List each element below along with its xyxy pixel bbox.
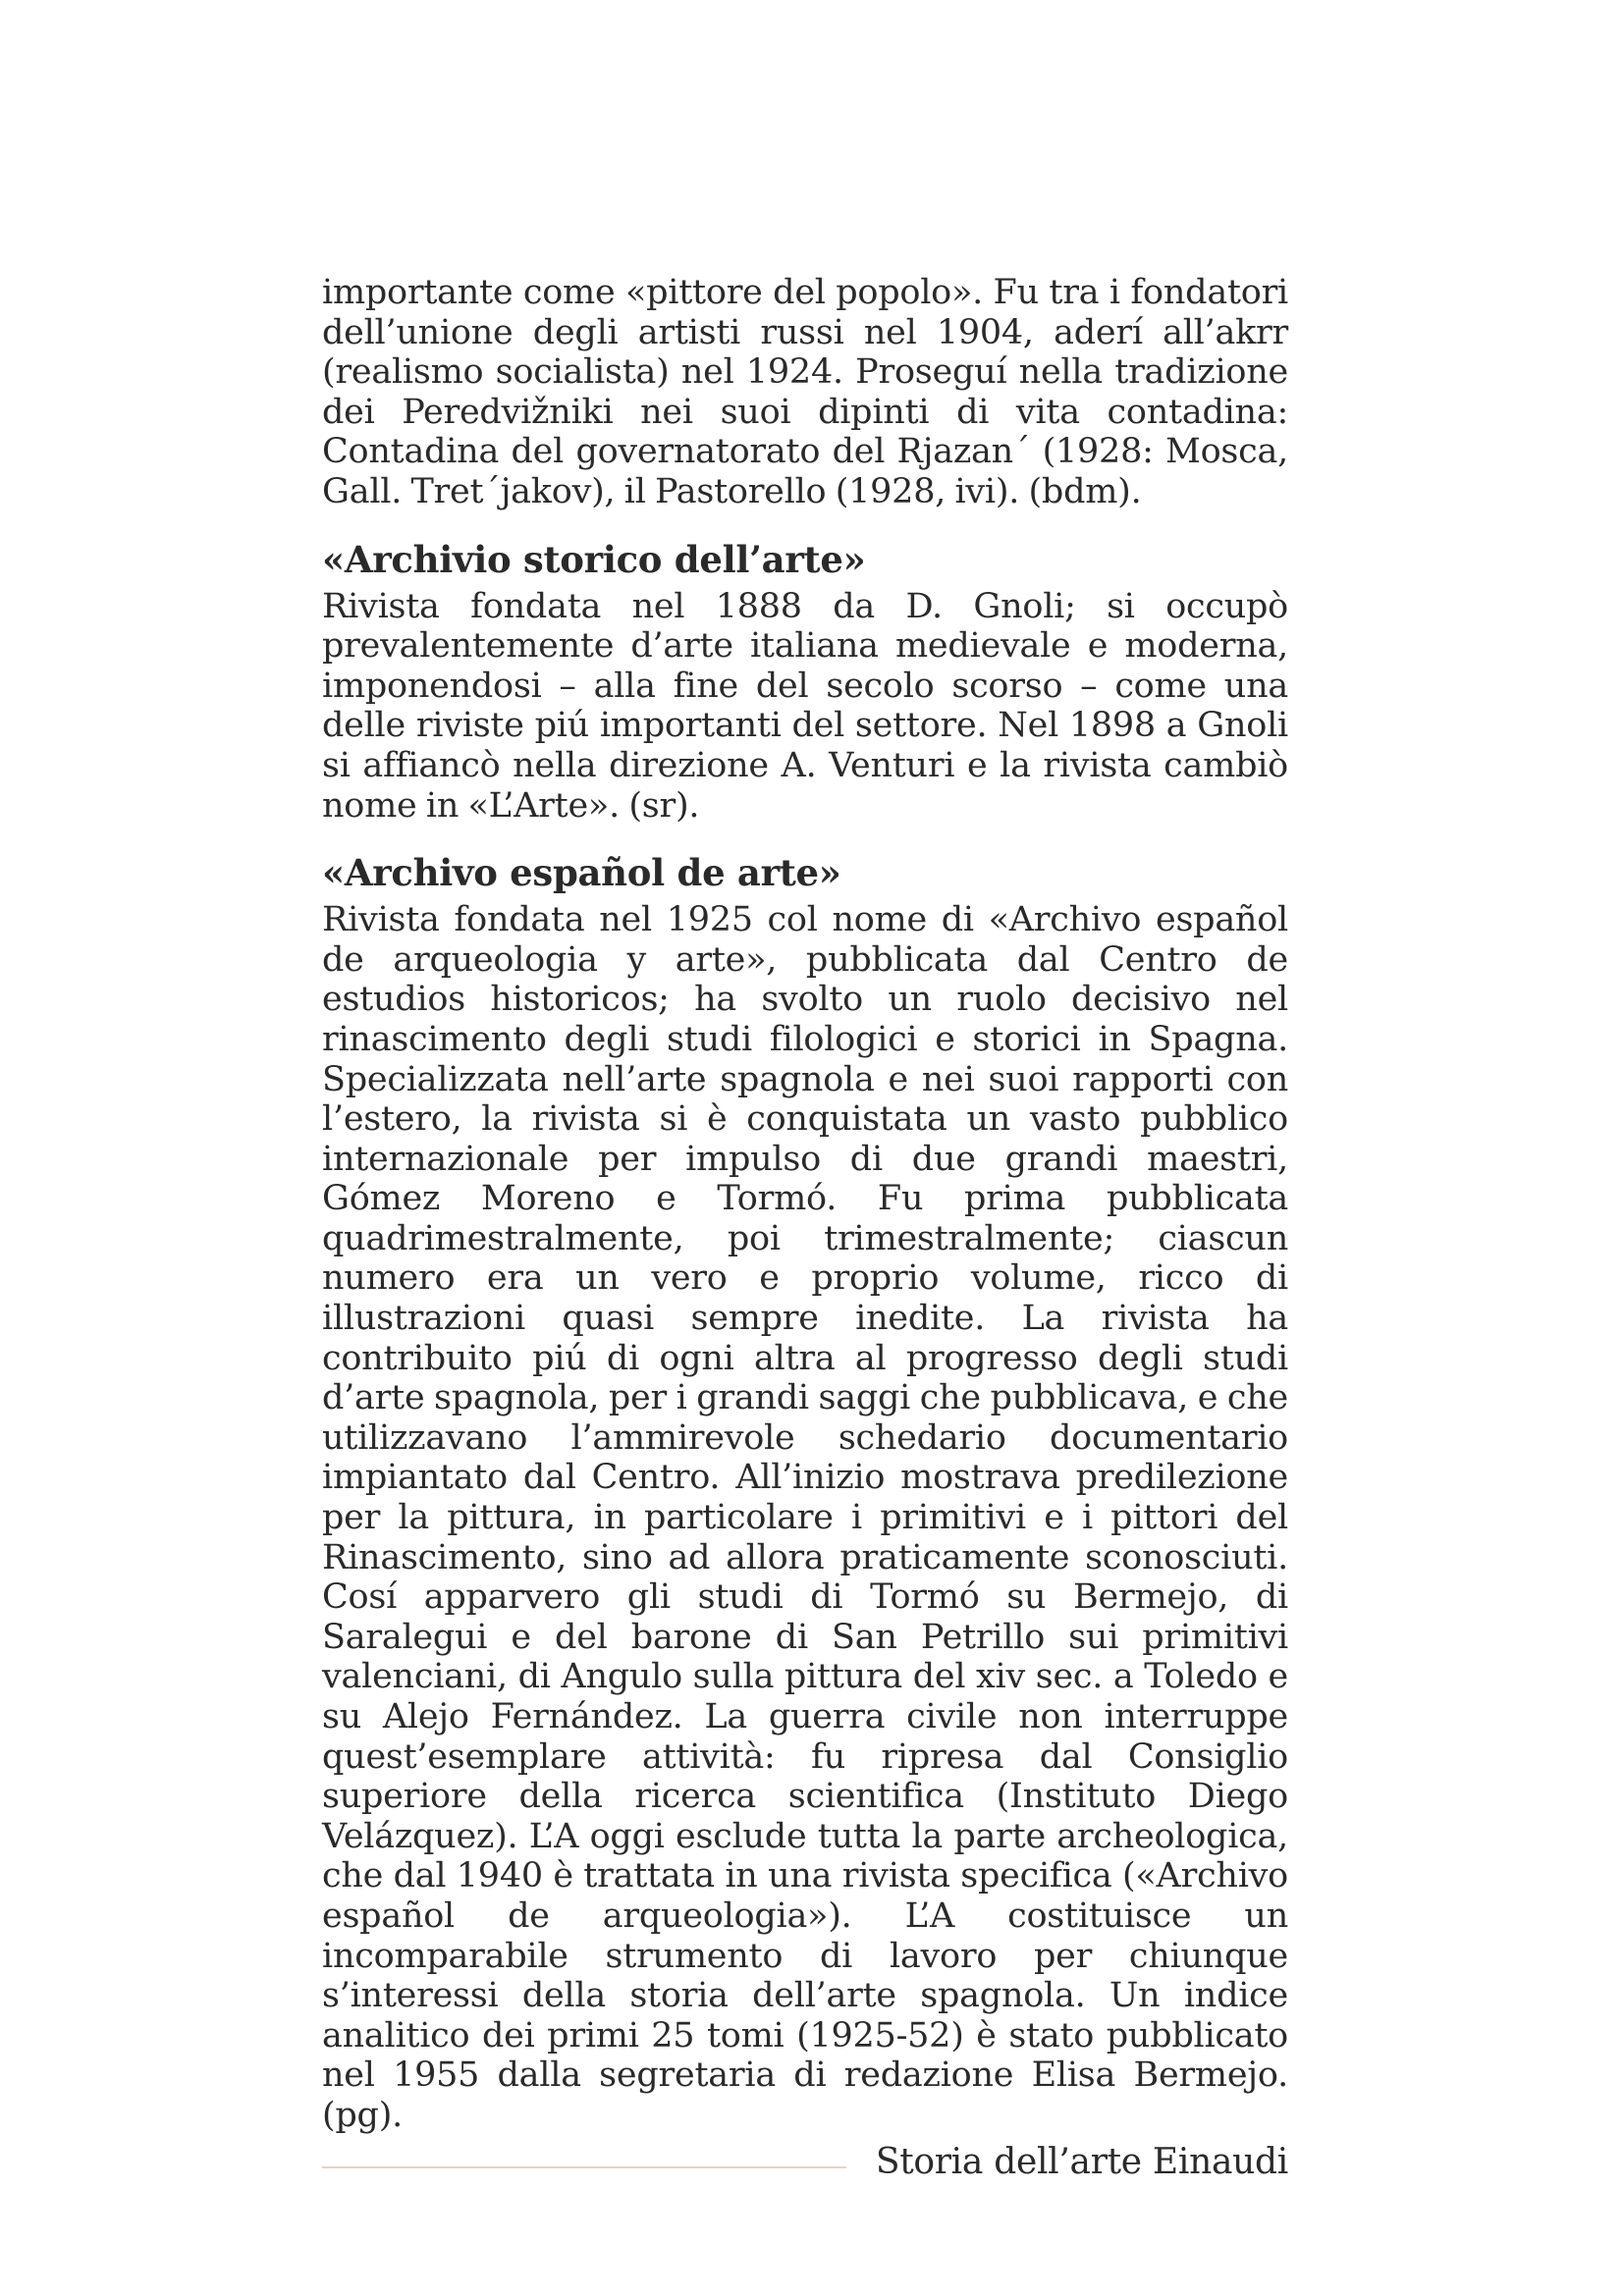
- footer-rule: [322, 2166, 846, 2168]
- page-content: [322, 273, 1288, 2136]
- footer-publication-title: Storia dell’arte Einaudi: [875, 2142, 1288, 2182]
- entry-title-archivio-storico: «Archivio storico dell’arte»: [322, 537, 866, 581]
- entry-body-archivo-espanol: Rivista fondata nel 1925 col nome di «Archivo español de arqueologia y arte», pubblicata dal Centro de estudios historicos; ha svolto un ruolo decisivo nel rinascimento degli studi filologici e storici in Spagna. Specializzata nell’arte spagnola e nei suoi rapporti con l’estero, la rivista si è conquistata un vasto pubblico internazionale per impulso di due grandi maestri, Gómez Moreno e Tormó. Fu prima pubblicata quadrimestralmente, poi trimestralmente; ciascun numero era un vero e proprio volume, ricco di illustrazioni quasi sempre inedite. La rivista ha contribuito piú di ogni altra al progresso degli studi d’arte spagnola, per i grandi saggi che pubblicava, e che utilizzavano l’ammirevole schedario documentario impiantato dal Centro. All’inizio mostrava predilezione per la pittura, in particolare i primitivi e i pittori del Rinascimento, sino ad allora praticamente sconosciuti. Cosí apparvero gli studi di Tormó su Bermejo, di Saralegui e del barone di San Petrillo sui primitivi valenciani, di Angulo sulla pittura del xiv sec. a Toledo e su Alejo Fernández. La guerra civile non interruppe quest’esemplare attività: fu ripresa dal Consiglio superiore della ricerca scientifica (Instituto Diego Velázquez). L’A oggi esclude tutta la parte archeologica, che dal 1940 è trattata in una rivista specifica («Archivo español de arqueologia»). L’A costituisce un incomparabile strumento di lavoro per chiunque s’interessi della storia dell’arte spagnola. Un indice analitico dei primi 25 tomi (1925-52) è stato pubblicato nel 1955 dalla segretaria di redazione Elisa Bermejo. (pg).: [322, 900, 1288, 2135]
- entry-body-archivio-storico: Rivista fondata nel 1888 da D. Gnoli; si occupò prevalentemente d’arte italiana medievale e moderna, imponendosi – alla fine del secolo scorso – come una delle riviste piú importanti del settore. Nel 1898 a Gnoli si affiancò nella direzione A. Venturi e la rivista cambiò nome in «L’Arte». (sr).: [322, 586, 1288, 826]
- entry-title-archivo-espanol: «Archivo español de arte»: [322, 851, 841, 895]
- intro-paragraph: importante come «pittore del popolo». Fu tra i fondatori dell’unione degli artisti russi nel 1904, aderí all’akrr (realismo socialista) nel 1924. Proseguí nella tradizione dei Peredvižniki nei suoi dipinti di vita contadina: Contadina del governatorato del Rjazan´ (1928: Mosca, Gall. Tret´jakov), il Pastorello (1928, ivi). (bdm).: [322, 273, 1288, 511]
